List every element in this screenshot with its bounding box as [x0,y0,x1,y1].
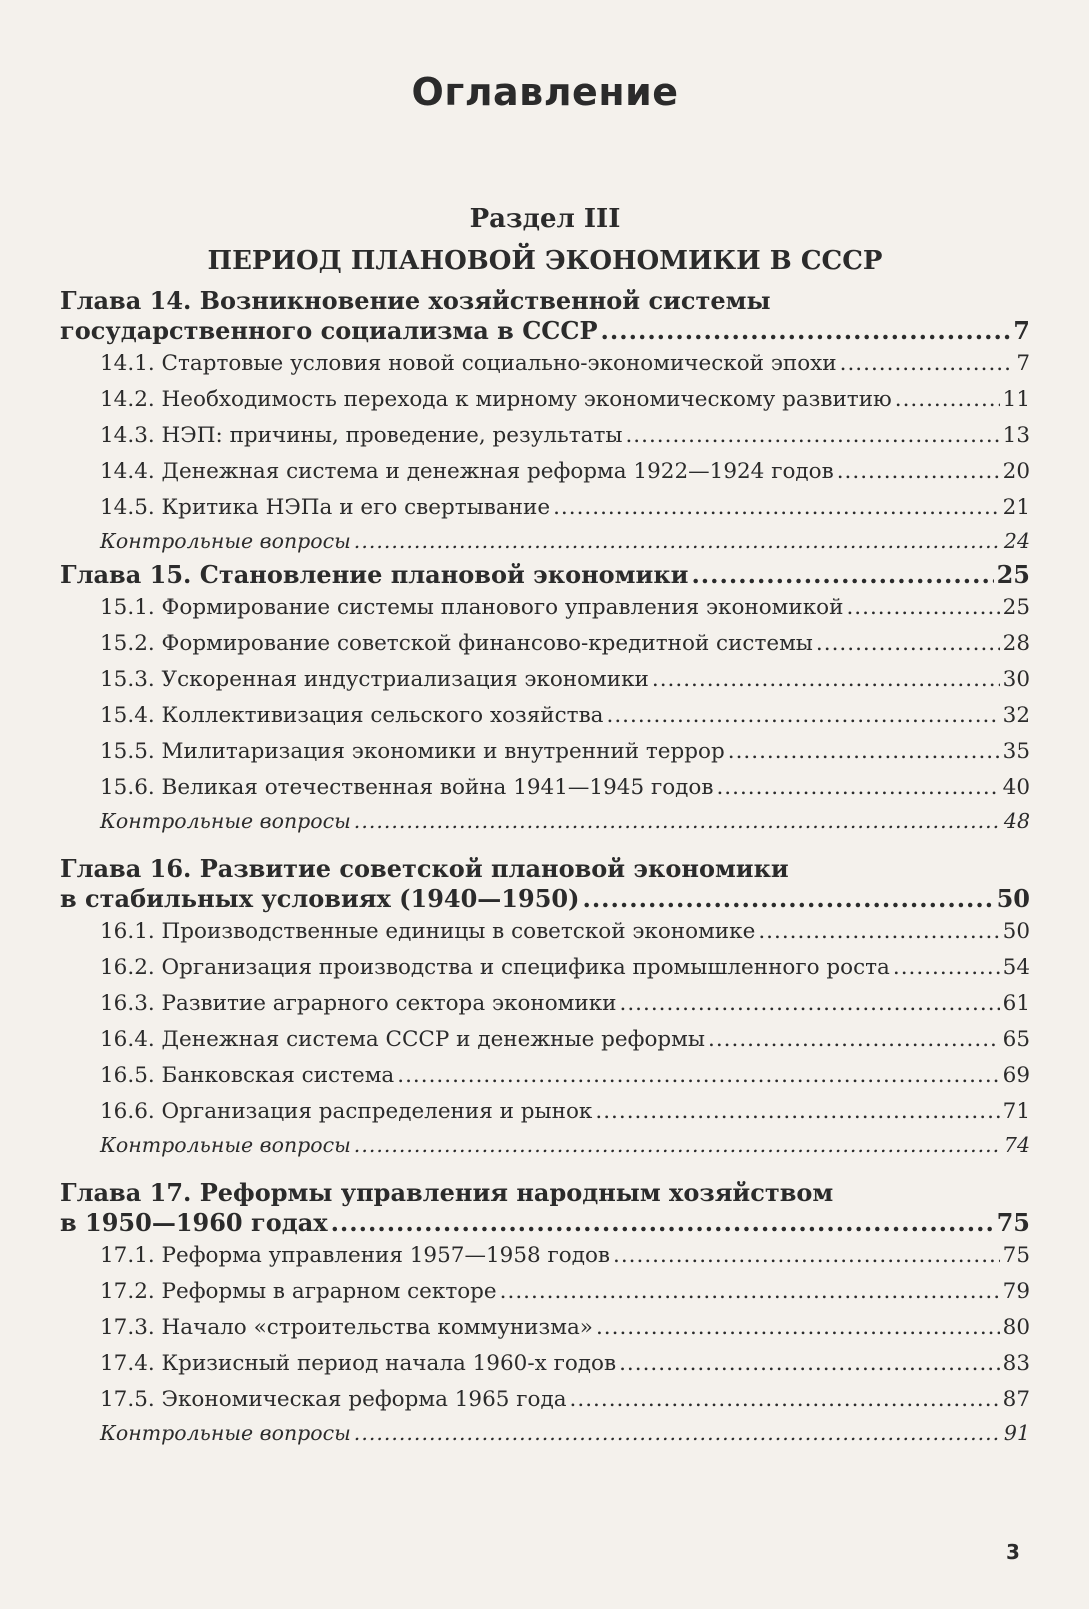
chapter-title-line2: в 1950—1960 годах [60,1208,328,1237]
review-title: Контрольные вопросы [100,1421,351,1445]
chapter-14 [60,286,1030,556]
item-title: 16.1. Производственные единицы в советской экономике [100,919,756,944]
leader-dots [553,490,1000,526]
page-title: Оглавление [411,70,679,114]
item-title: 14.1. Стартовые условия новой социально-экономической эпохи [100,351,837,376]
item-title: 16.5. Банковская система [100,1063,395,1088]
toc-item[interactable] [60,1310,1030,1346]
item-title: 15.1. Формирование системы планового управления экономикой [100,595,844,620]
item-title: 16.3. Развитие аграрного сектора экономики [100,991,617,1016]
item-title: 17.4. Кризисный период начала 1960-х годов [100,1351,617,1376]
toc-item[interactable] [60,346,1030,382]
chapter-16 [60,854,1030,1160]
item-page: 20 [1002,459,1030,484]
item-page: 65 [1002,1027,1030,1052]
item-title: 15.4. Коллективизация сельского хозяйства [100,703,604,728]
item-page: 28 [1002,631,1030,656]
review-title: Контрольные вопросы [100,529,351,553]
item-page: 79 [1002,1279,1030,1304]
leader-dots [691,560,993,590]
leader-dots [816,626,1000,662]
item-title: 14.3. НЭП: причины, проведение, результаты [100,423,623,448]
chapter-title-line2: в стабильных условиях (1940—1950) [60,884,580,913]
leader-dots [595,1094,999,1130]
leader-dots [895,382,1000,418]
toc-item[interactable] [60,590,1030,626]
leader-dots [582,884,993,914]
leader-dots [840,346,1014,382]
chapter-entry[interactable] [60,560,1030,590]
chapter-page: 25 [996,560,1030,589]
page-number: 3 [1006,1540,1020,1564]
item-page: 61 [1002,991,1030,1016]
toc-item[interactable] [60,698,1030,734]
item-page: 71 [1002,1099,1030,1124]
item-page: 80 [1002,1315,1030,1340]
toc-item[interactable] [60,1022,1030,1058]
item-page: 83 [1002,1351,1030,1376]
leader-dots [728,734,1000,770]
toc-item[interactable] [60,986,1030,1022]
toc-item[interactable] [60,454,1030,490]
chapter-title-line2: государственного социализма в СССР [60,316,598,345]
item-title: 15.3. Ускоренная индустриализация экономики [100,667,649,692]
item-title: 17.2. Реформы в аграрном секторе [100,1279,497,1304]
chapter-page: 75 [996,1208,1030,1237]
chapter-page: 50 [996,884,1030,913]
leader-dots [758,914,999,950]
item-page: 87 [1002,1387,1030,1412]
section-heading [60,202,1030,278]
chapter-title: Глава 15. Становление плановой экономики [60,560,689,589]
item-title: 16.2. Организация производства и специфика промышленного роста [100,955,890,980]
toc-item[interactable] [60,1382,1030,1418]
leader-dots [613,1238,1000,1274]
leader-dots [354,526,1001,556]
chapter-title-line1: Глава 16. Развитие советской плановой экономики [60,854,789,883]
item-page: 32 [1002,703,1030,728]
review-questions-entry[interactable] [60,526,1030,556]
review-questions-entry[interactable] [60,1130,1030,1160]
leader-dots [708,1022,1000,1058]
toc-page [60,70,1030,1448]
item-page: 54 [1002,955,1030,980]
review-page: 48 [1003,809,1030,833]
chapter-title-line1: Глава 14. Возникновение хозяйственной системы [60,286,771,315]
item-page: 35 [1002,739,1030,764]
toc-item[interactable] [60,418,1030,454]
leader-dots [893,950,1000,986]
leader-dots [331,1208,994,1238]
leader-dots [354,1130,1001,1160]
leader-dots [607,698,1000,734]
chapter-page: 7 [1013,316,1030,345]
review-page: 24 [1003,529,1030,553]
review-title: Контрольные вопросы [100,1133,351,1157]
item-title: 16.4. Денежная система СССР и денежные реформы [100,1027,705,1052]
item-page: 30 [1002,667,1030,692]
chapter-title-line1: Глава 17. Реформы управления народным хозяйством [60,1178,834,1207]
item-title: 15.6. Великая отечественная война 1941—1945 годов [100,775,714,800]
leader-dots [354,806,1001,836]
toc-item[interactable] [60,626,1030,662]
toc-item[interactable] [60,1058,1030,1094]
item-page: 7 [1016,351,1030,376]
section-number: Раздел III [469,204,621,234]
review-title: Контрольные вопросы [100,809,351,833]
item-title: 14.4. Денежная система и денежная реформа 1922—1924 годов [100,459,834,484]
toc-item[interactable] [60,490,1030,526]
leader-dots [570,1382,1000,1418]
toc-item[interactable] [60,1238,1030,1274]
leader-dots [397,1058,999,1094]
item-title: 17.3. Начало «строительства коммунизма» [100,1315,593,1340]
leader-dots [500,1274,1000,1310]
item-page: 69 [1002,1063,1030,1088]
review-page: 91 [1003,1421,1030,1445]
section-name: ПЕРИОД ПЛАНОВОЙ ЭКОНОМИКИ В СССР [207,246,883,276]
toc-item[interactable] [60,770,1030,806]
item-title: 17.1. Реформа управления 1957—1958 годов [100,1243,611,1268]
leader-dots [619,986,999,1022]
item-title: 15.5. Милитаризация экономики и внутренний террор [100,739,725,764]
review-questions-entry[interactable] [60,806,1030,836]
item-page: 40 [1002,775,1030,800]
review-page: 74 [1003,1133,1030,1157]
leader-dots [596,1310,1000,1346]
item-title: 14.2. Необходимость перехода к мирному экономическому развитию [100,387,892,412]
leader-dots [354,1418,1001,1448]
item-page: 21 [1002,495,1030,520]
toc-item[interactable] [60,914,1030,950]
item-page: 13 [1002,423,1030,448]
toc-item[interactable] [60,382,1030,418]
toc-item[interactable] [60,1346,1030,1382]
item-page: 50 [1002,919,1030,944]
toc-item[interactable] [60,950,1030,986]
item-title: 16.6. Организация распределения и рынок [100,1099,593,1124]
leader-dots [601,316,1011,346]
chapter-entry[interactable] [60,1208,1030,1238]
review-questions-entry[interactable] [60,1418,1030,1448]
item-page: 75 [1002,1243,1030,1268]
item-title: 17.5. Экономическая реформа 1965 года [100,1387,567,1412]
leader-dots [652,662,1000,698]
item-title: 15.2. Формирование советской финансово-кредитной системы [100,631,813,656]
leader-dots [837,454,1000,490]
toc-item[interactable] [60,1274,1030,1310]
toc-item[interactable] [60,1094,1030,1130]
toc-item[interactable] [60,662,1030,698]
leader-dots [846,590,999,626]
chapter-15 [60,560,1030,836]
item-page: 11 [1002,387,1030,412]
item-title: 14.5. Критика НЭПа и его свертывание [100,495,551,520]
chapter-entry[interactable] [60,316,1030,346]
chapter-17 [60,1178,1030,1448]
toc-item[interactable] [60,734,1030,770]
leader-dots [716,770,999,806]
chapter-entry[interactable] [60,884,1030,914]
item-page: 25 [1002,595,1030,620]
leader-dots [625,418,999,454]
leader-dots [619,1346,1000,1382]
